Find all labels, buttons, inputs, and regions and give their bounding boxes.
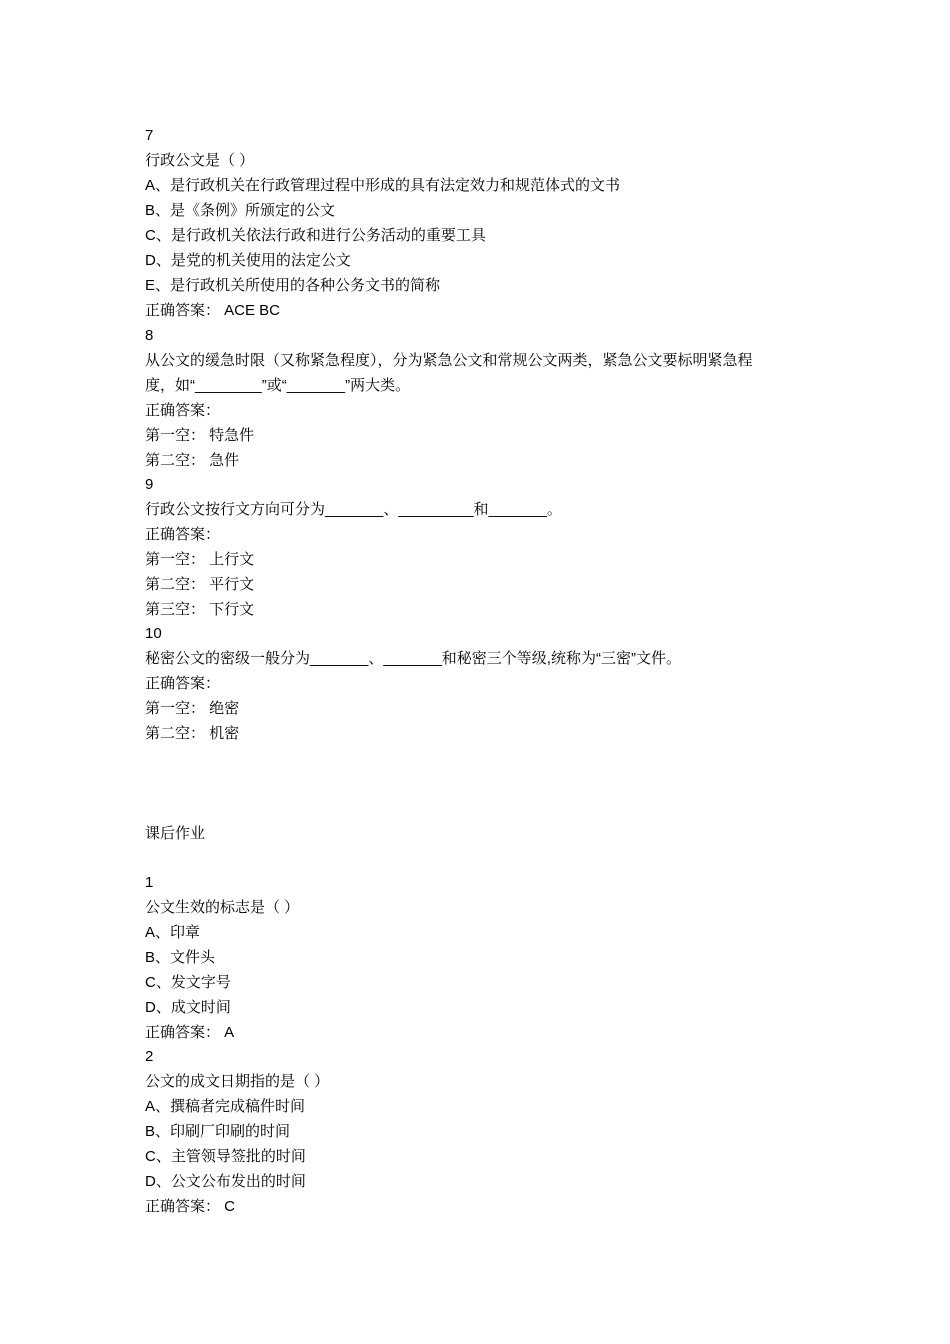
blank-answer-2: 第二空： 急件: [145, 452, 240, 469]
question-stem: 行政公文是（ ）: [145, 152, 255, 169]
correct-answer-label: 正确答案：: [145, 675, 221, 692]
option-e: E、是行政机关所使用的各种公务文书的简称: [145, 277, 441, 294]
question-number: 10: [145, 625, 162, 642]
option-c: C、是行政机关依法行政和进行公务活动的重要工具: [145, 227, 486, 244]
option-a: A、印章: [145, 924, 201, 941]
option-d: D、是党的机关使用的法定公文: [145, 252, 351, 269]
question-stem: 秘密公文的密级一般分为_______、_______和秘密三个等级,统称为“三密”文件。: [145, 650, 681, 667]
correct-answer-label: 正确答案：: [145, 402, 221, 419]
blank-answer-3: 第三空： 下行文: [145, 601, 255, 618]
option-b: B、印刷厂印刷的时间: [145, 1123, 291, 1140]
blank-answer-1: 第一空： 特急件: [145, 427, 255, 444]
question-number: 2: [145, 1048, 154, 1065]
question-number: 1: [145, 874, 154, 891]
correct-answer: 正确答案： ACE BC: [145, 302, 281, 319]
question-stem: 公文的成文日期指的是（ ）: [145, 1073, 330, 1090]
blank-answer-1: 第一空： 绝密: [145, 700, 240, 717]
blank-answer-2: 第二空： 机密: [145, 725, 240, 742]
option-a: A、是行政机关在行政管理过程中形成的具有法定效力和规范体式的文书: [145, 177, 621, 194]
question-number: 9: [145, 476, 154, 493]
correct-answer: 正确答案： C: [145, 1198, 236, 1215]
option-b: B、文件头: [145, 949, 216, 966]
option-d: D、公文公布发出的时间: [145, 1173, 306, 1190]
question-stem: 公文生效的标志是（ ）: [145, 899, 300, 916]
option-c: C、主管领导签批的时间: [145, 1148, 306, 1165]
option-b: B、是《条例》所颁定的公文: [145, 202, 336, 219]
blank-answer-1: 第一空： 上行文: [145, 551, 255, 568]
question-stem-line1: 从公文的缓急时限（又称紧急程度），分为紧急公文和常规公文两类，紧急公文要标明紧急程: [145, 352, 753, 369]
option-d: D、成文时间: [145, 999, 231, 1016]
option-a: A、撰稿者完成稿件时间: [145, 1098, 306, 1115]
blank-answer-2: 第二空： 平行文: [145, 576, 255, 593]
correct-answer: 正确答案： A: [145, 1024, 235, 1041]
option-c: C、发文字号: [145, 974, 231, 991]
question-number: 8: [145, 327, 154, 344]
question-stem: 行政公文按行文方向可分为_______、_________和_______。: [145, 501, 562, 518]
question-number: 7: [145, 127, 154, 144]
section-title: 课后作业: [145, 825, 206, 842]
question-stem-line2: 度，如“________”或“_______”两大类。: [145, 377, 411, 394]
correct-answer-label: 正确答案：: [145, 526, 221, 543]
